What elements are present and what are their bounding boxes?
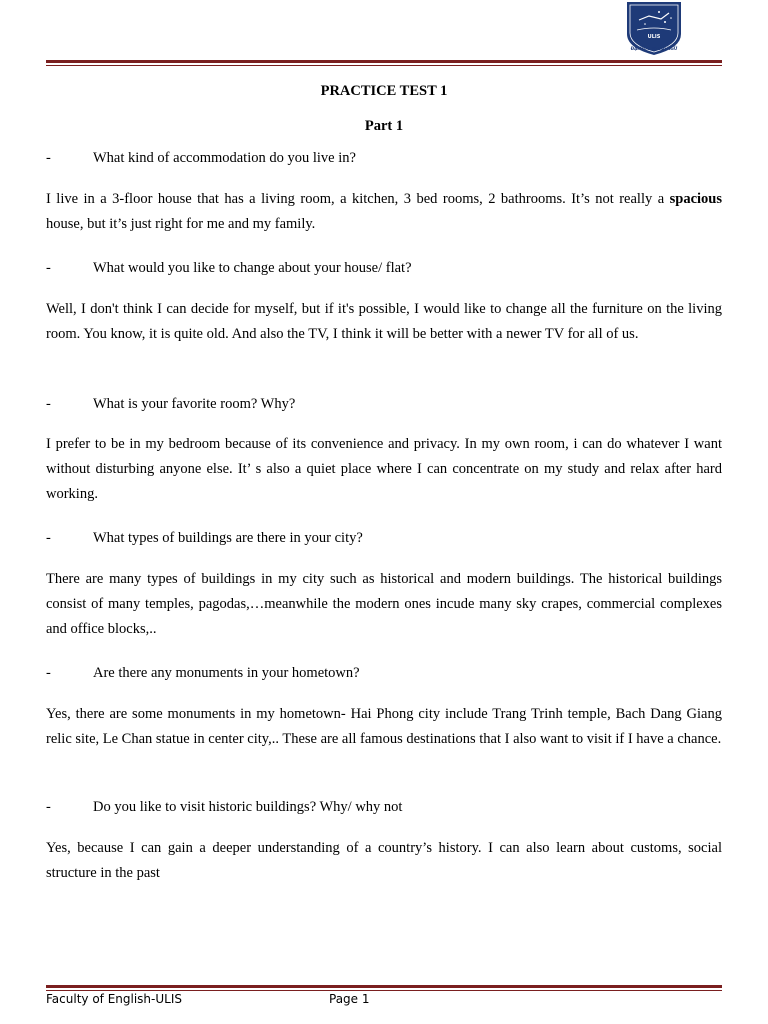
- question-dash: -: [46, 260, 51, 276]
- university-logo: [623, 0, 685, 56]
- answer-6: Yes, because I can gain a deeper understanding of a country’s history. I can also learn about customs, social structure in the past: [46, 840, 722, 881]
- question-dash: -: [46, 396, 51, 412]
- question-text: What is your favorite room? Why?: [93, 396, 296, 412]
- footer-page-number: Page 1: [329, 992, 370, 1006]
- question-dash: -: [46, 665, 51, 681]
- university-crest-icon: [623, 0, 685, 56]
- footer-faculty: Faculty of English-ULIS: [46, 992, 182, 1006]
- document-title: PRACTICE TEST 1: [320, 83, 448, 99]
- question-text: Are there any monuments in your hometown?: [93, 665, 360, 681]
- answer-2: Well, I don't think I can decide for myself, but if it's possible, I would like to change all the furniture on the living room. You know, it is quite old. And also the TV, I think it will be better with a newer TV for all of us.: [46, 301, 722, 342]
- question-dash: -: [46, 799, 51, 815]
- logo-text-bottom: ĐẠI HỌC NGOẠI NGỮ: [630, 46, 678, 51]
- answer-text: house, but it’s just right for me and my family.: [46, 216, 316, 232]
- question-text: Do you like to visit historic buildings? Why/ why not: [93, 799, 403, 815]
- header-divider: [46, 60, 722, 66]
- answer-5: Yes, there are some monuments in my hometown- Hai Phong city include Trang Trinh temple, Bach Dang Giang relic site, Le Chan statue in center city,.. These are all famous destinations that I also want to visit if I have a chance.: [46, 706, 722, 747]
- answer-4: There are many types of buildings in my city such as historical and modern buildings. The historical buildings consist of many temples, pagodas,…meanwhile the modern ones incude many sky crapes, commercial complexes and office blocks,..: [46, 571, 722, 637]
- question-text: What types of buildings are there in your city?: [93, 530, 363, 546]
- answer-3: I prefer to be in my bedroom because of its convenience and privacy. In my own room, i can do whatever I want without disturbing anyone else. It’ s also a quiet place where I can concentrate on my study and relax after hard working.: [46, 436, 722, 502]
- logo-text-top: ULIS: [647, 34, 661, 40]
- answer-bold-word: spacious: [669, 191, 722, 207]
- question-text: What kind of accommodation do you live in?: [93, 150, 356, 166]
- answer-1: [46, 187, 722, 237]
- question-dash: -: [46, 530, 51, 546]
- answer-text: I live in a 3-floor house that has a living room, a kitchen, 3 bed rooms, 2 bathrooms. It’s not really a: [46, 191, 670, 207]
- question-dash: -: [46, 150, 51, 166]
- question-text: What would you like to change about your house/ flat?: [93, 260, 412, 276]
- document-part: Part 1: [364, 118, 404, 134]
